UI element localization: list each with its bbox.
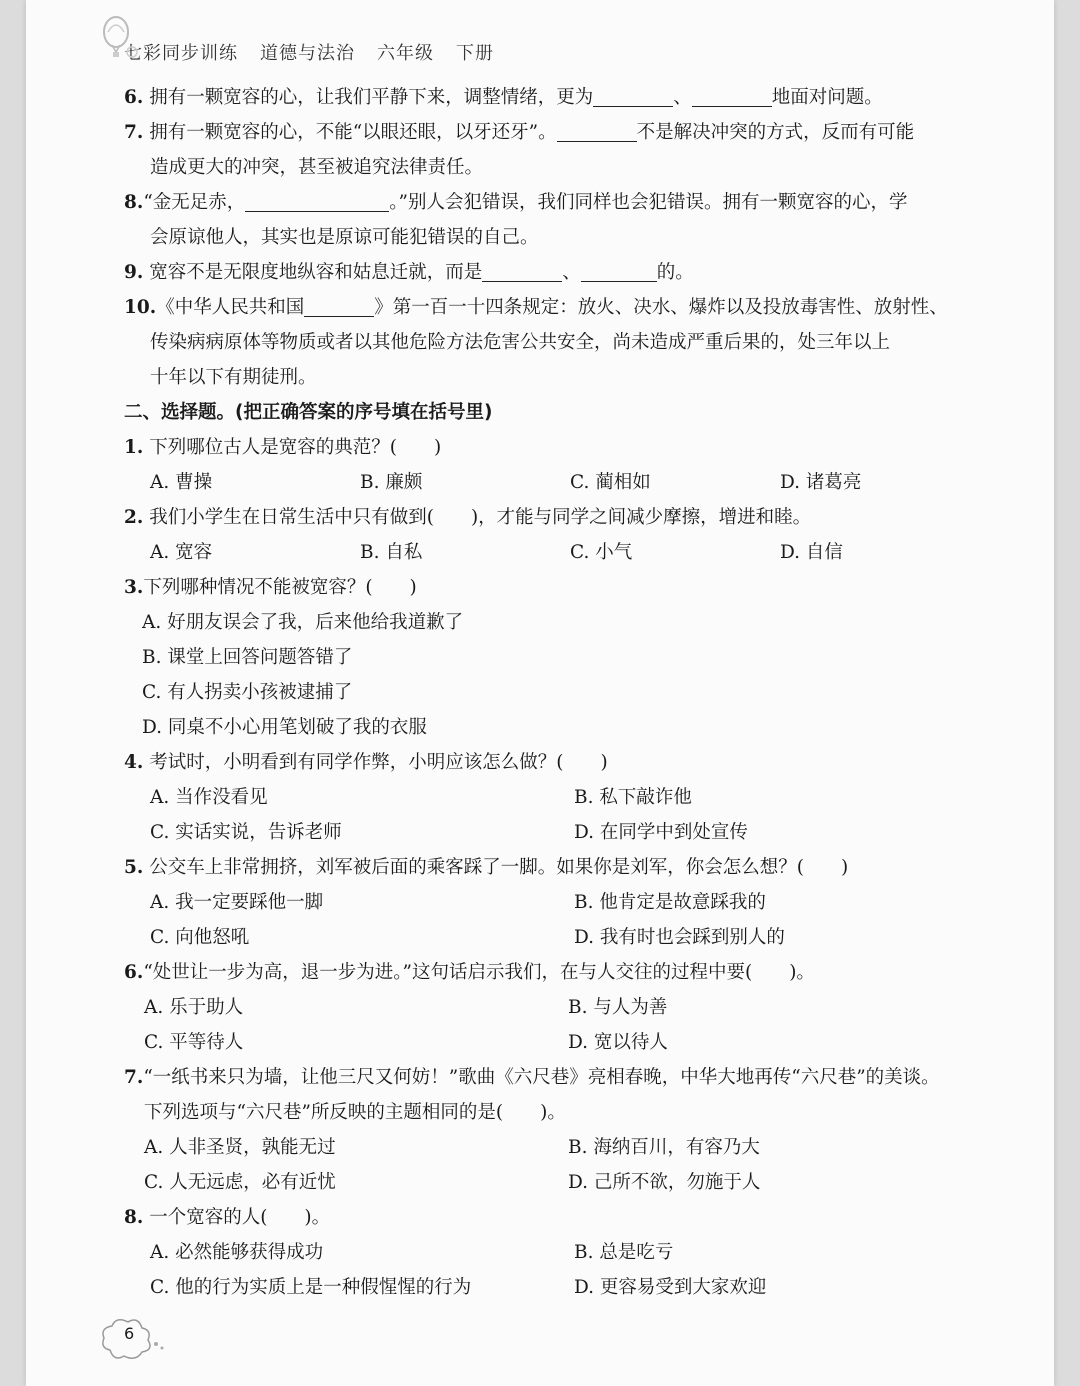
question-text: 拥有一颗宽容的心，不能“以眼还眼，以牙还牙”。 xyxy=(149,122,557,143)
option-b[interactable]: B. 廉颇 xyxy=(360,472,423,493)
fill-question-10 xyxy=(124,290,1004,325)
question-number: 7. xyxy=(124,1067,144,1088)
option-d[interactable]: D. 诸葛亮 xyxy=(780,472,862,493)
option-d[interactable]: D. 同桌不小心用笔划破了我的衣服 xyxy=(142,717,427,738)
mc-question-5 xyxy=(124,850,1004,885)
question-number: 8. xyxy=(124,192,144,213)
question-number: 10. xyxy=(124,297,157,318)
options-row xyxy=(124,920,1004,955)
option-d[interactable]: D. 己所不欲，勿施于人 xyxy=(568,1172,761,1193)
answer-blank[interactable] xyxy=(245,189,389,212)
mc-question-7-cont xyxy=(124,1095,1004,1130)
options-row xyxy=(124,1130,1004,1165)
question-number: 7. xyxy=(124,122,144,143)
grade-label: 六年级 xyxy=(377,43,434,64)
answer-blank[interactable] xyxy=(557,119,637,142)
question-text: 》第一百一十四条规定：放火、决水、爆炸以及投放毒害性、放射性、 xyxy=(374,297,948,318)
options-row xyxy=(124,710,1004,745)
option-b[interactable]: B. 海纳百川，有容乃大 xyxy=(568,1137,760,1158)
option-c[interactable]: C. 他的行为实质上是一种假惺惺的行为 xyxy=(150,1277,472,1298)
series-title: 七彩同步训练 xyxy=(124,43,238,64)
option-b[interactable]: B. 他肯定是故意踩我的 xyxy=(574,892,766,913)
question-number: 8. xyxy=(124,1207,144,1228)
section-heading: 二、选择题。(把正确答案的序号填在括号里) xyxy=(124,402,493,423)
question-stem: 下列选项与“六尺巷”所反映的主题相同的是( )。 xyxy=(144,1102,566,1123)
option-a[interactable]: A. 我一定要踩他一脚 xyxy=(150,892,324,913)
mc-question-3 xyxy=(124,570,1004,605)
question-number: 6. xyxy=(124,87,144,108)
option-b[interactable]: B. 自私 xyxy=(360,542,423,563)
option-d[interactable]: D. 自信 xyxy=(780,542,843,563)
option-b[interactable]: B. 与人为善 xyxy=(568,997,668,1018)
options-row xyxy=(124,780,1004,815)
option-c[interactable]: C. 平等待人 xyxy=(144,1032,244,1053)
option-c[interactable]: C. 人无远虑，必有近忧 xyxy=(144,1172,336,1193)
option-c[interactable]: C. 小气 xyxy=(570,542,633,563)
mc-question-4 xyxy=(124,745,1004,780)
question-number: 5. xyxy=(124,857,144,878)
question-text: 宽容不是无限度地纵容和姑息迁就，而是 xyxy=(149,262,483,283)
page-footer xyxy=(96,1310,176,1370)
question-stem: 一个宽容的人( )。 xyxy=(149,1207,331,1228)
question-text: 造成更大的冲突，甚至被追究法律责任。 xyxy=(150,157,484,178)
mc-question-7 xyxy=(124,1060,1004,1095)
answer-blank[interactable] xyxy=(304,294,374,317)
question-stem: “一纸书来只为墙，让他三尺又何妨！”歌曲《六尺巷》亮相春晚，中华大地再传“六尺巷”的美谈。 xyxy=(143,1067,940,1088)
question-number: 1. xyxy=(124,437,144,458)
option-c[interactable]: C. 向他怒吼 xyxy=(150,927,250,948)
question-stem: 我们小学生在日常生活中只有做到( )，才能与同学之间减少摩擦，增进和睦。 xyxy=(149,507,812,528)
question-text: 地面对问题。 xyxy=(771,87,883,108)
option-c[interactable]: C. 蔺相如 xyxy=(570,472,651,493)
mc-question-6 xyxy=(124,955,1004,990)
question-number: 3. xyxy=(124,577,144,598)
option-d[interactable]: D. 我有时也会踩到别人的 xyxy=(574,927,785,948)
question-text: 的。 xyxy=(656,262,694,283)
question-stem: “处世让一步为高，退一步为进。”这句话启示我们，在与人交往的过程中要( )。 xyxy=(143,962,815,983)
answer-blank[interactable] xyxy=(482,259,562,282)
options-row xyxy=(124,675,1004,710)
option-d[interactable]: D. 在同学中到处宣传 xyxy=(574,822,748,843)
question-stem: 下列哪种情况不能被宽容？( ) xyxy=(143,577,417,598)
option-c[interactable]: C. 有人拐卖小孩被逮捕了 xyxy=(142,682,353,703)
question-stem: 考试时，小明看到有同学作弊，小明应该怎么做？( ) xyxy=(149,752,608,773)
option-a[interactable]: A. 当作没看见 xyxy=(150,787,268,808)
fill-question-8-cont xyxy=(124,220,1004,255)
question-text: 、 xyxy=(673,87,692,108)
option-d[interactable]: D. 更容易受到大家欢迎 xyxy=(574,1277,767,1298)
option-a[interactable]: A. 宽容 xyxy=(150,542,213,563)
mc-question-8 xyxy=(124,1200,1004,1235)
options-row xyxy=(124,1165,1004,1200)
fill-question-7-cont xyxy=(124,150,1004,185)
option-b[interactable]: B. 总是吃亏 xyxy=(574,1242,674,1263)
fill-question-10-cont xyxy=(124,360,1004,395)
fill-question-6 xyxy=(124,80,1004,115)
question-text: 不是解决冲突的方式，反而有可能 xyxy=(636,122,915,143)
options-row xyxy=(124,815,1004,850)
question-number: 4. xyxy=(124,752,144,773)
options-row xyxy=(124,1235,1004,1270)
questions-body xyxy=(124,80,1004,1305)
question-number: 9. xyxy=(124,262,144,283)
question-text: 、 xyxy=(562,262,581,283)
options-row xyxy=(124,605,1004,640)
options-row xyxy=(124,535,1004,570)
mc-question-1 xyxy=(124,430,1004,465)
options-row xyxy=(124,990,1004,1025)
question-number: 6. xyxy=(124,962,144,983)
question-text: 会原谅他人，其实也是原谅可能犯错误的自己。 xyxy=(150,227,539,248)
question-text: 。”别人会犯错误，我们同样也会犯错误。拥有一颗宽容的心，学 xyxy=(389,192,908,213)
option-a[interactable]: A. 必然能够获得成功 xyxy=(150,1242,324,1263)
answer-blank[interactable] xyxy=(581,259,657,282)
cloud-icon xyxy=(96,1310,176,1370)
options-row xyxy=(124,885,1004,920)
option-c[interactable]: C. 实话实说，告诉老师 xyxy=(150,822,342,843)
options-row xyxy=(124,465,1004,500)
option-a[interactable]: A. 人非圣贤，孰能无过 xyxy=(144,1137,336,1158)
question-stem: 公交车上非常拥挤，刘军被后面的乘客踩了一脚。如果你是刘军，你会怎么想？( ) xyxy=(149,857,849,878)
question-text: 十年以下有期徒刑。 xyxy=(150,367,317,388)
question-text: 拥有一颗宽容的心，让我们平静下来，调整情绪，更为 xyxy=(149,87,594,108)
question-stem: 下列哪位古人是宽容的典范？( ) xyxy=(149,437,442,458)
fill-question-9 xyxy=(124,255,1004,290)
page-number: 6 xyxy=(124,1324,135,1343)
option-a[interactable]: A. 乐于助人 xyxy=(144,997,244,1018)
options-row xyxy=(124,640,1004,675)
question-text: 传染病病原体等物质或者以其他危险方法危害公共安全，尚未造成严重后果的，处三年以上 xyxy=(150,332,891,353)
option-b[interactable]: B. 私下敲诈他 xyxy=(574,787,692,808)
worksheet-page xyxy=(26,0,1054,1386)
question-text: 《中华人民共和国 xyxy=(156,297,305,318)
fill-question-10-cont xyxy=(124,325,1004,360)
fill-question-8 xyxy=(124,185,1004,220)
option-b[interactable]: B. 课堂上回答问题答错了 xyxy=(142,647,353,668)
subject-title: 道德与法治 xyxy=(260,43,355,64)
balloon-logo-icon xyxy=(98,12,144,72)
options-row xyxy=(124,1025,1004,1060)
question-number: 2. xyxy=(124,507,144,528)
answer-blank[interactable] xyxy=(593,84,673,107)
options-row xyxy=(124,1270,1004,1305)
option-a[interactable]: A. 好朋友误会了我，后来他给我道歉了 xyxy=(142,612,464,633)
fill-question-7 xyxy=(124,115,1004,150)
question-text: “金无足赤， xyxy=(143,192,246,213)
answer-blank[interactable] xyxy=(692,84,772,107)
option-a[interactable]: A. 曹操 xyxy=(150,472,213,493)
page-header xyxy=(124,28,494,76)
mc-question-2 xyxy=(124,500,1004,535)
volume-label: 下册 xyxy=(456,43,494,64)
option-d[interactable]: D. 宽以待人 xyxy=(568,1032,668,1053)
